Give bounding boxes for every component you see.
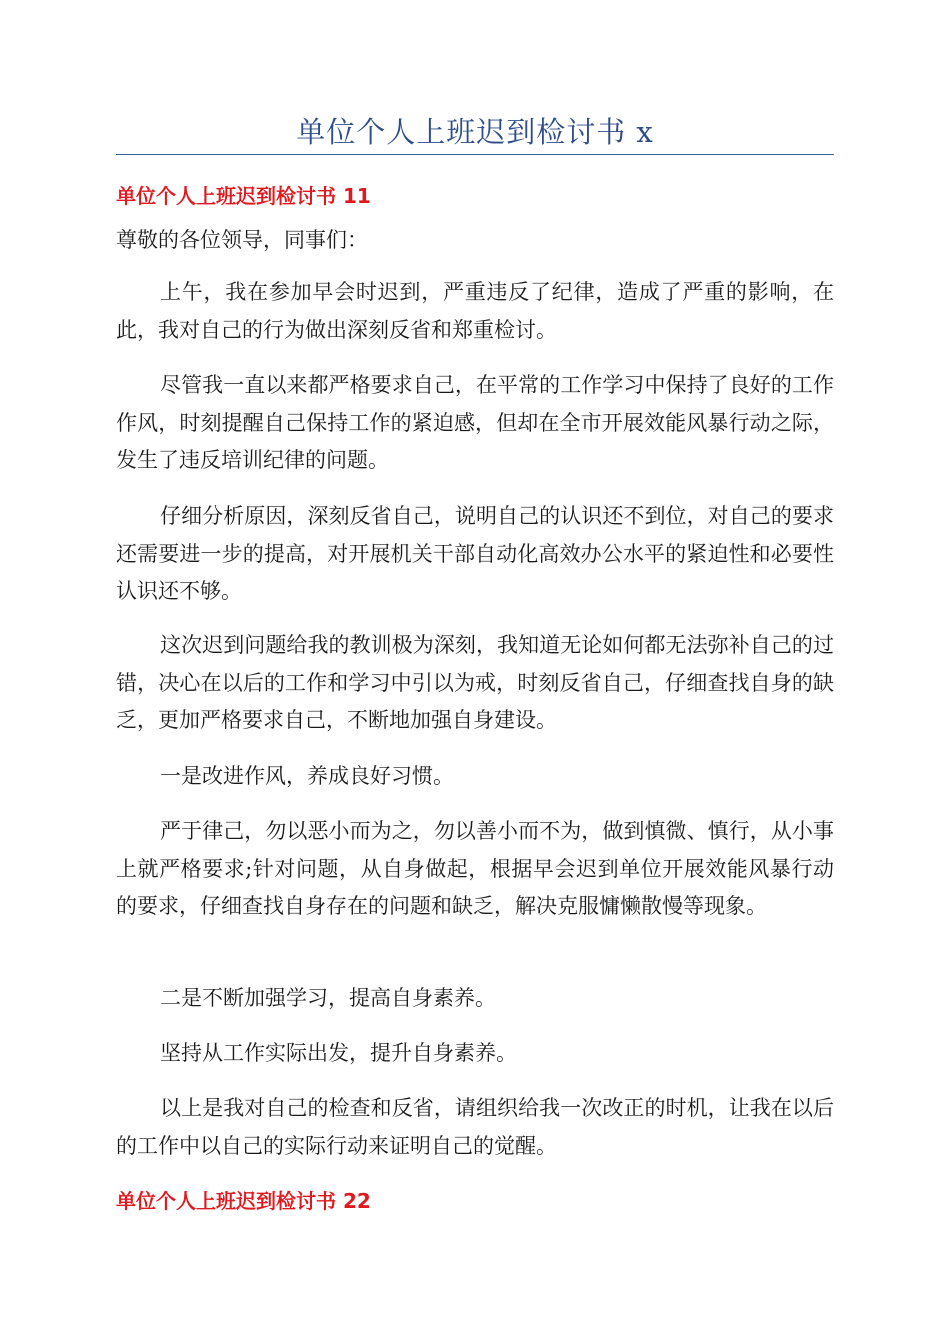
paragraph: 上午，我在参加早会时迟到，严重违反了纪律，造成了严重的影响，在此，我对自己的行为做出深刻反省和郑重检讨。	[116, 280, 834, 342]
paragraph-conclusion: 以上是我对自己的检查和反省，请组织给我一次改正的时机，让我在以后的工作中以自己的实际行动来证明自己的觉醒。	[116, 1096, 834, 1158]
paragraph-point-two: 二是不断加强学习，提高自身素养。	[160, 986, 496, 1010]
paragraph: 尽管我一直以来都严格要求自己，在平常的工作学习中保持了良好的工作作风，时刻提醒自己保持工作的紧迫感，但却在全市开展效能风暴行动之际，发生了违反培训纪律的问题。	[116, 373, 834, 472]
salutation: 尊敬的各位领导，同事们：	[116, 228, 368, 252]
paragraph-point-one: 一是改进作风，养成良好习惯。	[160, 764, 454, 788]
section-heading-2: 单位个人上班迟到检讨书 22	[116, 1189, 371, 1213]
paragraph: 仔细分析原因，深刻反省自己，说明自己的认识还不到位，对自己的要求还需要进一步的提高，对开展机关干部自动化高效办公水平的紧迫性和必要性认识还不够。	[116, 504, 834, 603]
paragraph: 这次迟到问题给我的教训极为深刻，我知道无论如何都无法弥补自己的过错，决心在以后的工作和学习中引以为戒，时刻反省自己，仔细查找自身的缺乏，更加严格要求自己，不断地加强自身建设。	[116, 633, 834, 732]
paragraph: 坚持从工作实际出发，提升自身素养。	[160, 1041, 517, 1065]
document-title: 单位个人上班迟到检讨书 x	[296, 115, 654, 149]
paragraph: 严于律己，勿以恶小而为之，勿以善小而不为，做到慎微、慎行，从小事上就严格要求;针对问题，从自身做起，根据早会迟到单位开展效能风暴行动的要求，仔细查找自身存在的问题和缺乏，解决克服慵懒散慢等现象。	[116, 819, 834, 918]
title-underline	[116, 154, 834, 155]
section-heading-1: 单位个人上班迟到检讨书 11	[116, 184, 371, 208]
